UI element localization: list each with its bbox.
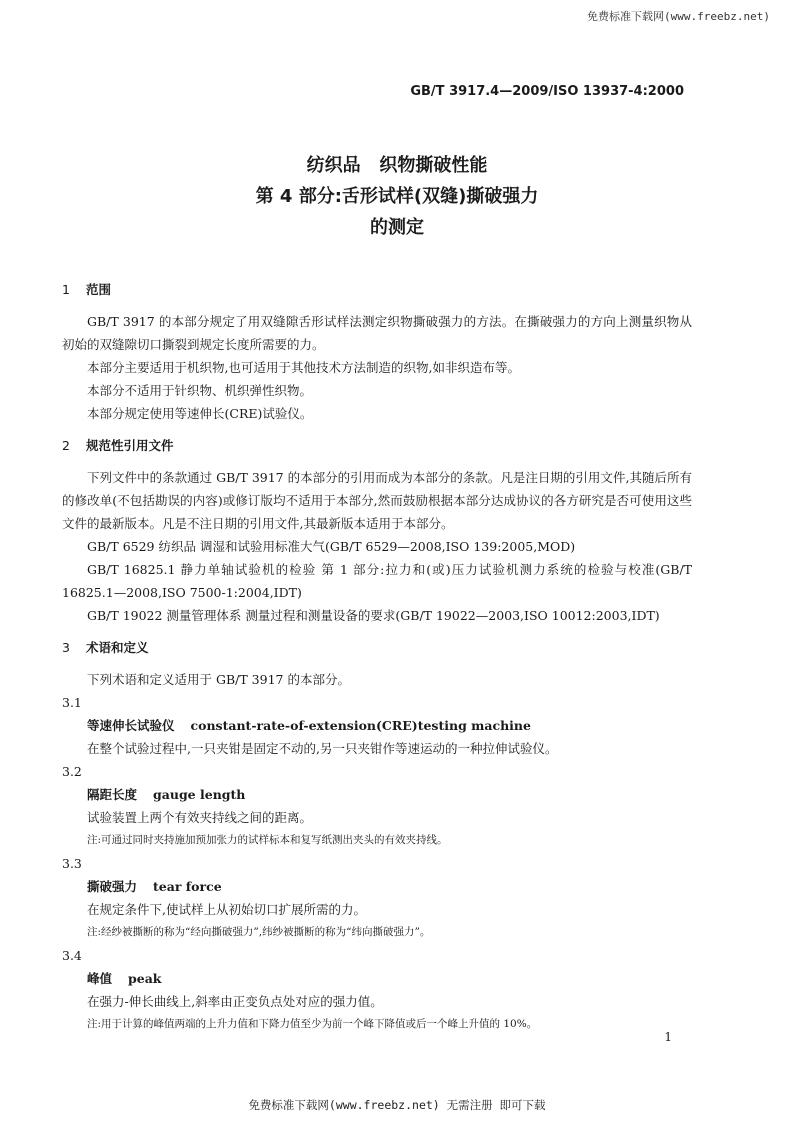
section-heading: [62, 278, 692, 301]
term-number: 3.2: [62, 764, 82, 779]
section-heading: [62, 636, 692, 659]
standard-number: GB/T 3917.4—2009/ISO 13937-4:2000: [410, 84, 684, 99]
page-number: 1: [664, 1030, 672, 1044]
reference-item: GB/T 19022 测量管理体系 测量过程和测量设备的要求(GB/T 19022—2003,ISO 10012:2003,IDT): [87, 608, 660, 623]
term-number: 3.4: [62, 948, 82, 963]
section-scope: [62, 278, 692, 425]
term-definition: 试验装置上两个有效夹持线之间的距离。: [87, 810, 313, 825]
term-zh: 峰值: [87, 971, 113, 986]
paragraph: 本部分规定使用等速伸长(CRE)试验仪。: [87, 406, 313, 421]
term-definition: 在整个试验过程中,一只夹钳是固定不动的,另一只夹钳作等速运动的一种拉伸试验仪。: [87, 741, 558, 756]
section-title: 规范性引用文件: [86, 438, 174, 453]
term-en: gauge length: [153, 787, 246, 802]
term-en: constant-rate-of-extension(CRE)testing machine: [190, 718, 531, 733]
section-heading: [62, 434, 692, 457]
paragraph: 下列文件中的条款通过 GB/T 3917 的本部分的引用而成为本部分的条款。凡是注日期的引用文件,其随后所有的修改单(不包括勘误的内容)或修订版均不适用于本部分,然而鼓励根据本部分达成协议的各方研究是否可使用这些文件的最新版本。凡是不注日期的引用文件,其最新版本适用于本部分。: [62, 470, 692, 531]
title-line-3: 的测定: [370, 217, 424, 238]
paragraph: GB/T 3917 的本部分规定了用双缝隙舌形试样法测定织物撕破强力的方法。在撕破强力的方向上测量织物从初始的双缝隙切口撕裂到规定长度所需要的力。: [62, 314, 692, 352]
footer-watermark: 免费标准下载网(www.freebz.net) 无需注册 即可下载: [248, 1098, 546, 1112]
term-zh: 等速伸长试验仪: [87, 718, 175, 733]
document-body: [62, 278, 692, 1045]
section-normative-references: [62, 434, 692, 627]
term-definition: 在规定条件下,使试样上从初始切口扩展所需的力。: [87, 902, 366, 917]
term-number: 3.1: [62, 695, 82, 710]
section-title: 术语和定义: [86, 640, 149, 655]
term-en: tear force: [153, 879, 222, 894]
term-number: 3.3: [62, 856, 82, 871]
document-title: [0, 150, 794, 243]
term-zh: 撕破强力: [87, 879, 138, 894]
title-line-1: 纺织品 织物撕破性能: [306, 155, 488, 176]
reference-item: GB/T 6529 纺织品 调湿和试验用标准大气(GB/T 6529—2008,ISO 139:2005,MOD): [87, 539, 576, 554]
term-name: [87, 967, 692, 990]
section-terms-definitions: [62, 636, 692, 1036]
paragraph: 本部分主要适用于机织物,也可适用于其他技术方法制造的织物,如非织造布等。: [87, 360, 520, 375]
term-name: [87, 875, 692, 898]
section-number: 2: [62, 438, 70, 453]
term-name: [87, 714, 692, 737]
term-name: [87, 783, 692, 806]
term-note: 注:可通过同时夹持施加预加张力的试样标本和复写纸测出夹头的有效夹持线。: [87, 834, 448, 846]
title-line-2: 第 4 部分:舌形试样(双缝)撕破强力: [255, 186, 539, 207]
reference-item: GB/T 16825.1 静力单轴试验机的检验 第 1 部分:拉力和(或)压力试验机测力系统的检验与校准(GB/T 16825.1—2008,ISO 7500-1:2004,IDT): [62, 562, 692, 600]
term-zh: 隔距长度: [87, 787, 138, 802]
term-en: peak: [128, 971, 162, 986]
section-number: 1: [62, 282, 70, 297]
paragraph: 本部分不适用于针织物、机织弹性织物。: [87, 383, 313, 398]
section-number: 3: [62, 640, 70, 655]
paragraph: 下列术语和定义适用于 GB/T 3917 的本部分。: [87, 672, 350, 687]
section-title: 范围: [86, 282, 112, 297]
watermark-header: 免费标准下载网(www.freebz.net): [587, 10, 770, 23]
term-definition: 在强力-伸长曲线上,斜率由正变负点处对应的强力值。: [87, 994, 383, 1009]
term-note: 注:用于计算的峰值两端的上升力值和下降力值至少为前一个峰下降值或后一个峰上升值的 10%。: [87, 1018, 538, 1030]
term-note: 注:经纱被撕断的称为“经向撕破强力”,纬纱被撕断的称为“纬向撕破强力”。: [87, 926, 431, 938]
